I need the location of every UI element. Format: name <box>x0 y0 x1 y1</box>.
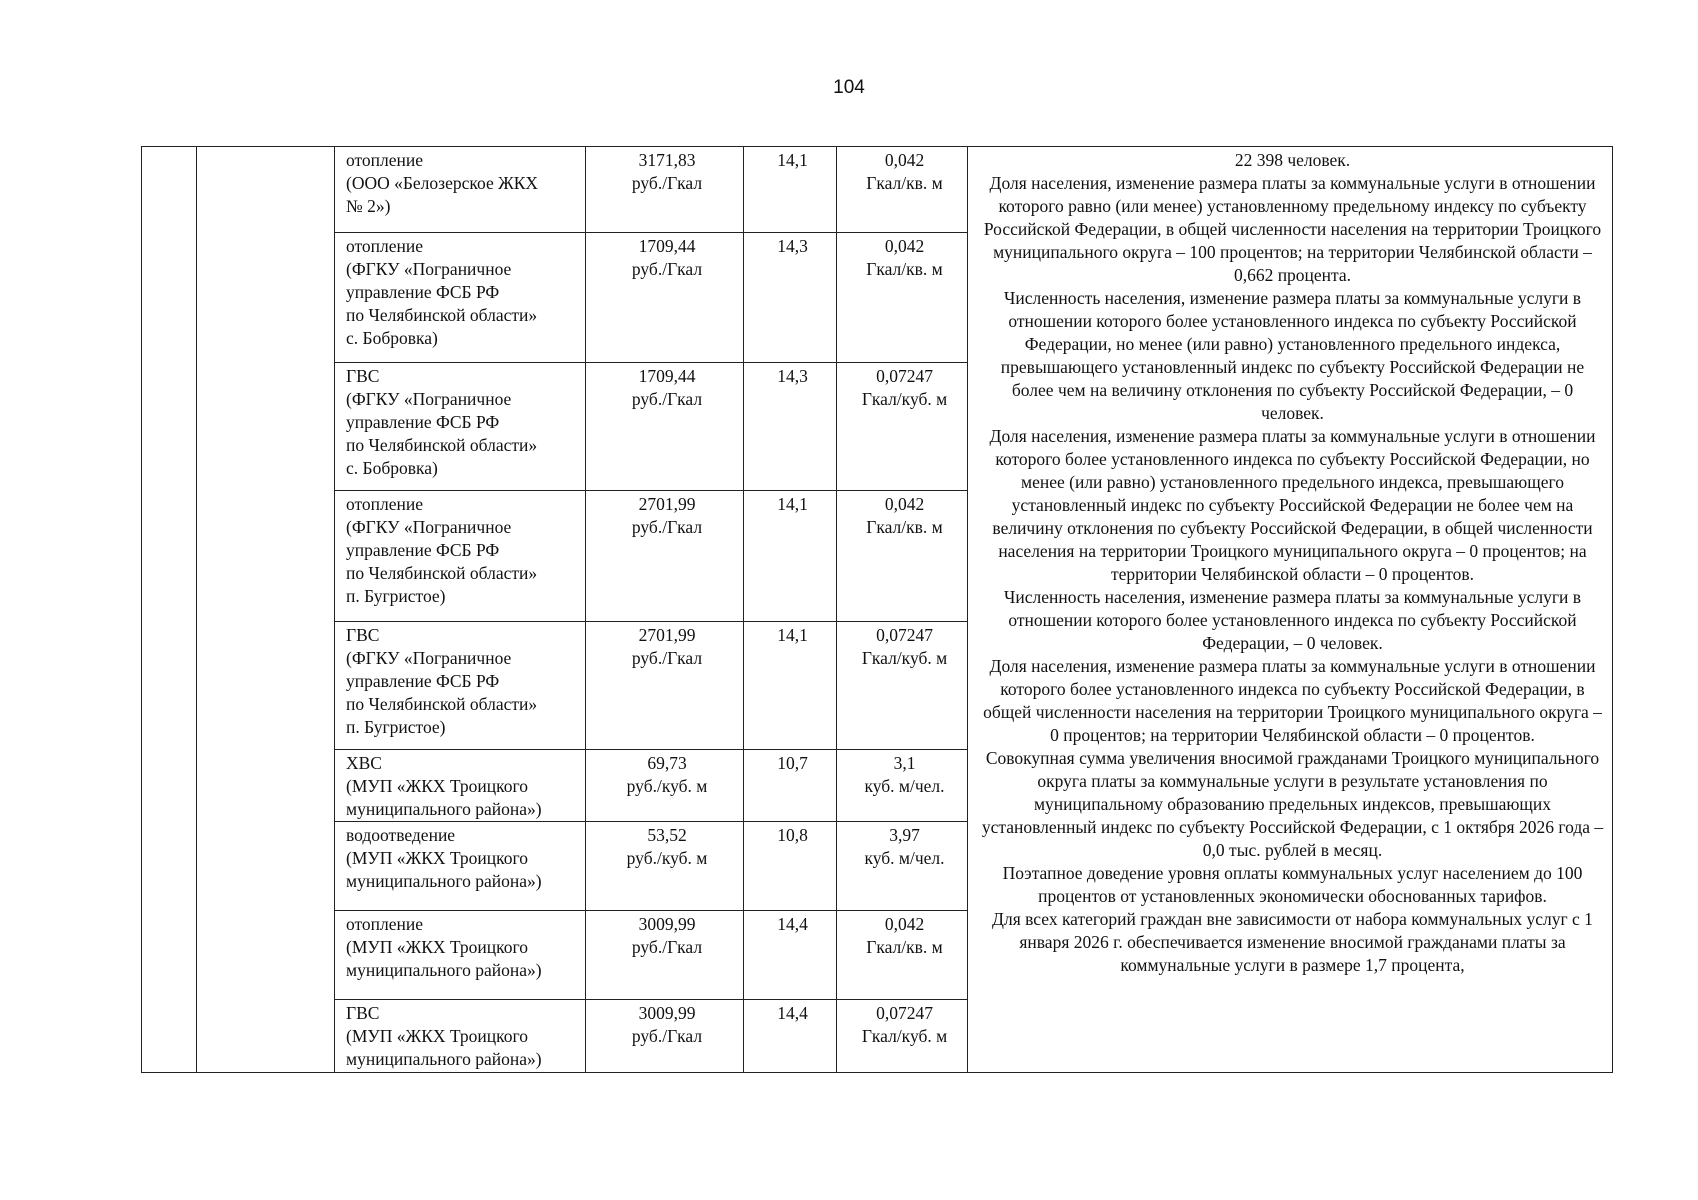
tariff-value: 53,52 <box>647 825 687 845</box>
tariff-value: 3009,99 <box>638 914 696 934</box>
norm-unit: Гкал/куб. м <box>861 648 948 668</box>
tariff-value: 1709,44 <box>638 236 696 256</box>
norm-unit: Гкал/кв. м <box>866 937 943 957</box>
service-name-cell: отопление (МУП «ЖКХ Троицкого муниципального района») <box>335 911 586 1000</box>
norm-unit: куб. м/чел. <box>864 848 945 868</box>
percent-cell <box>744 363 837 491</box>
norm-cell <box>837 491 968 622</box>
description-paragraph: Для всех категорий граждан вне зависимости от набора коммунальных услуг с 1 января 2026 г. обеспечивается изменение вносимой гражданами платы за коммунальные услуги в размере 1,7 процента, <box>992 909 1593 975</box>
tariff-table <box>141 146 1613 1073</box>
norm-cell <box>837 147 968 233</box>
norm-unit: Гкал/куб. м <box>861 1026 948 1046</box>
norm-unit: Гкал/кв. м <box>866 173 943 193</box>
norm-value: 0,042 <box>884 236 925 256</box>
percent-cell <box>744 911 837 1000</box>
norm-cell <box>837 363 968 491</box>
tariff-cell <box>586 233 744 363</box>
percent-cell <box>744 233 837 363</box>
tariff-cell <box>586 911 744 1000</box>
norm-cell <box>837 750 968 822</box>
tariff-unit: руб./Гкал <box>631 259 703 279</box>
percent-value: 14,4 <box>777 914 808 934</box>
page-number: 104 <box>833 77 865 98</box>
tariff-cell <box>586 1000 744 1073</box>
description-paragraph: Доля населения, изменение размера платы за коммунальные услуги в отношении которого более установленного индекса по субъекту Российской Федерации, но менее (или равно) установленного предельного индекса, превышающего установленный индекс по субъекту Российской Федерации не более чем на величину отклонения по субъекту Российской Федерации, в общей численности населения на территории Троицкого муниципального округа – 0 процентов; на территории Челябинской области – 0 процентов. <box>989 426 1596 584</box>
norm-value: 3,1 <box>893 753 916 773</box>
percent-value: 10,8 <box>777 825 808 845</box>
tariff-unit: руб./Гкал <box>631 937 703 957</box>
tariff-value: 2701,99 <box>638 494 696 514</box>
tariff-cell <box>586 491 744 622</box>
norm-unit: Гкал/кв. м <box>866 517 943 537</box>
percent-cell <box>744 822 837 911</box>
service-name-cell: отопление (ФГКУ «Пограничное управление ФСБ РФ по Челябинской области» с. Бобровка) <box>335 233 586 363</box>
percent-cell <box>744 622 837 750</box>
tariff-cell <box>586 622 744 750</box>
norm-value: 0,07247 <box>876 625 933 645</box>
description-paragraph: 22 398 человек. <box>1234 150 1351 170</box>
tariff-value: 69,73 <box>647 753 687 773</box>
description-paragraph: Численность населения, изменение размера платы за коммунальные услуги в отношении которого более установленного индекса по субъекту Российской Федерации, но менее (или равно) установленного предельного индекса, превышающего установленный индекс по субъекту Российской Федерации не более чем на величину отклонения по субъекту Российской Федерации, – 0 человек. <box>1000 288 1585 423</box>
service-name-cell: ГВС (МУП «ЖКХ Троицкого муниципального района») <box>335 1000 586 1073</box>
service-name-cell: водоотведение (МУП «ЖКХ Троицкого муниципального района») <box>335 822 586 911</box>
table-row <box>142 147 1613 233</box>
percent-cell <box>744 1000 837 1073</box>
service-name-cell: ХВС (МУП «ЖКХ Троицкого муниципального района») <box>335 750 586 822</box>
description-paragraph: Численность населения, изменение размера платы за коммунальные услуги в отношении которого более установленного индекса по субъекту Российской Федерации, – 0 человек. <box>1003 587 1582 653</box>
description-cell <box>968 147 1613 1073</box>
percent-value: 10,7 <box>777 753 808 773</box>
norm-unit: куб. м/чел. <box>864 776 945 796</box>
norm-value: 0,042 <box>884 150 925 170</box>
service-name-cell: ГВС (ФГКУ «Пограничное управление ФСБ РФ по Челябинской области» п. Бугристое) <box>335 622 586 750</box>
percent-cell <box>744 147 837 233</box>
norm-cell <box>837 622 968 750</box>
tariff-unit: руб./Гкал <box>631 648 703 668</box>
percent-value: 14,1 <box>777 625 808 645</box>
tariff-value: 3171,83 <box>638 150 696 170</box>
tariff-value: 1709,44 <box>638 366 696 386</box>
norm-unit: Гкал/кв. м <box>866 259 943 279</box>
percent-cell <box>744 750 837 822</box>
description-paragraph: Доля населения, изменение размера платы за коммунальные услуги в отношении которого более установленного индекса по субъекту Российской Федерации, в общей численности населения на территории Троицкого муниципального округа – 0 процентов; на территории Челябинской области – 0 процентов. <box>983 656 1602 745</box>
tariff-cell <box>586 750 744 822</box>
tariff-value: 2701,99 <box>638 625 696 645</box>
service-name-cell: отопление (ФГКУ «Пограничное управление ФСБ РФ по Челябинской области» п. Бугристое) <box>335 491 586 622</box>
norm-unit: Гкал/куб. м <box>861 389 948 409</box>
municipality-cell <box>197 147 335 1073</box>
tariff-unit: руб./Гкал <box>631 517 703 537</box>
norm-value: 0,07247 <box>876 1003 933 1023</box>
norm-cell <box>837 233 968 363</box>
tariff-cell <box>586 363 744 491</box>
tariff-unit: руб./Гкал <box>631 1026 703 1046</box>
tariff-unit: руб./Гкал <box>631 389 703 409</box>
tariff-cell <box>586 822 744 911</box>
service-name-cell: ГВС (ФГКУ «Пограничное управление ФСБ РФ по Челябинской области» с. Бобровка) <box>335 363 586 491</box>
percent-value: 14,3 <box>777 236 808 256</box>
description-paragraph: Доля населения, изменение размера платы за коммунальные услуги в отношении которого равно (или менее) установленному предельному индексу по субъекту Российской Федерации, в общей численности населения на территории Троицкого муниципального округа – 100 процентов; на территории Челябинской области – 0,662 процента. <box>983 173 1602 285</box>
norm-cell <box>837 1000 968 1073</box>
tariff-cell <box>586 147 744 233</box>
tariff-unit: руб./Гкал <box>631 173 703 193</box>
description-paragraph: Совокупная сумма увеличения вносимой гражданами Троицкого муниципального округа платы за коммунальные услуги в результате установления по муниципальному образованию предельных индексов, превышающих установленный индекс по субъекту Российской Федерации, с 1 октября 2026 года – 0,0 тыс. рублей в месяц. <box>981 748 1604 860</box>
norm-value: 0,042 <box>884 494 925 514</box>
tariff-value: 3009,99 <box>638 1003 696 1023</box>
norm-cell <box>837 822 968 911</box>
norm-value: 3,97 <box>889 825 920 845</box>
row-number-cell <box>142 147 197 1073</box>
norm-value: 0,042 <box>884 914 925 934</box>
norm-cell <box>837 911 968 1000</box>
norm-value: 0,07247 <box>876 366 933 386</box>
percent-value: 14,1 <box>777 150 808 170</box>
service-name-cell: отопление (ООО «Белозерское ЖКХ № 2») <box>335 147 586 233</box>
tariff-unit: руб./куб. м <box>626 776 708 796</box>
percent-cell <box>744 491 837 622</box>
percent-value: 14,4 <box>777 1003 808 1023</box>
tariff-unit: руб./куб. м <box>626 848 708 868</box>
percent-value: 14,3 <box>777 366 808 386</box>
percent-value: 14,1 <box>777 494 808 514</box>
description-paragraph: Поэтапное доведение уровня оплаты коммунальных услуг населением до 100 процентов от установленных экономически обоснованных тарифов. <box>1002 863 1583 906</box>
